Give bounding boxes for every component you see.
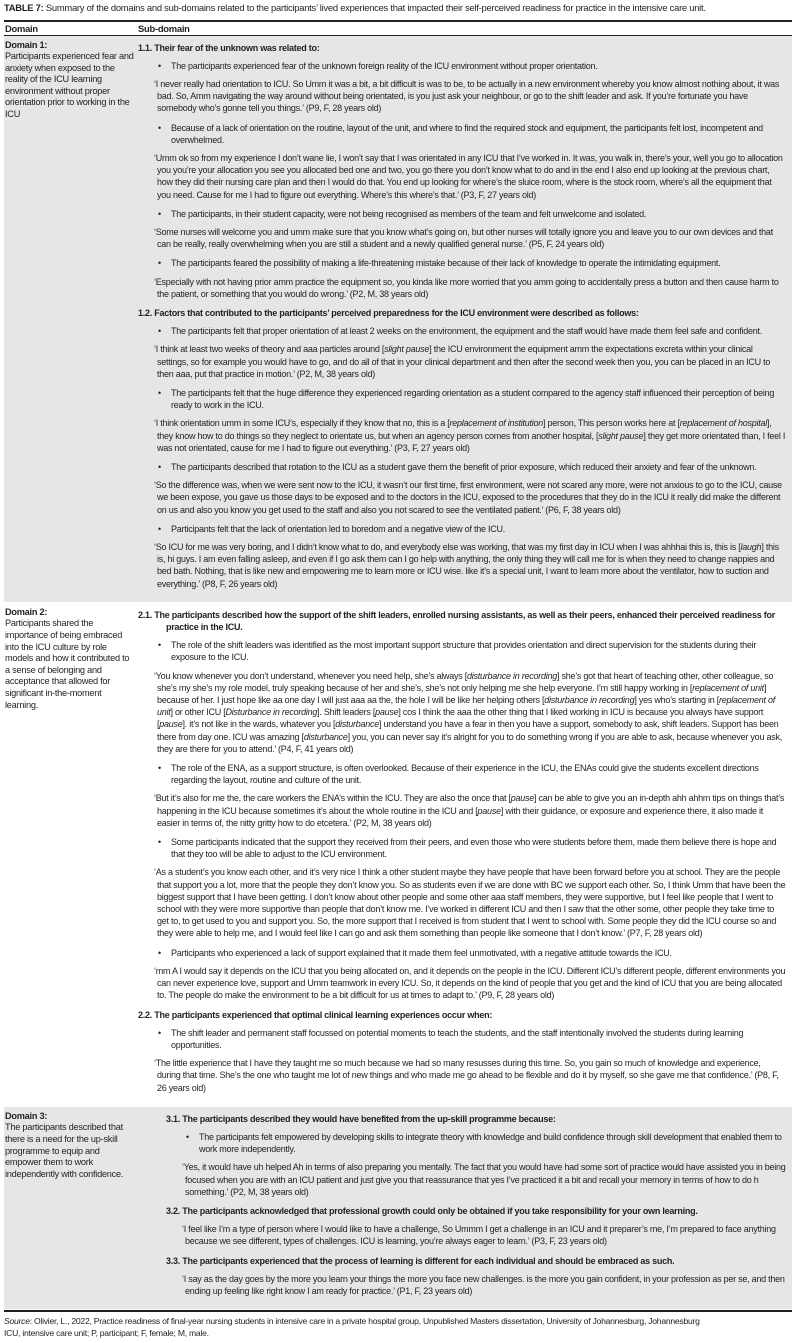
bullet-point — [138, 523, 786, 535]
bullet-text: The participants described that rotation to the ICU as a student gave them the benefit of prior exposure, which reduced their anxiety and fear of the unknown. — [171, 461, 757, 472]
bullet-point — [138, 325, 786, 337]
subdomain-heading: 1.2. Factors that contributed to the participants’ perceived preparedness for the ICU environment were described as follows: — [138, 307, 639, 318]
bullet-point — [138, 947, 786, 959]
quote-annotation: disturbance — [303, 731, 348, 742]
bullet-point — [138, 60, 786, 72]
participant-quote — [138, 78, 786, 115]
domain-row — [4, 1107, 792, 1310]
source-label: Source — [4, 1316, 30, 1327]
domain-title: Domain 3: — [5, 1110, 48, 1121]
participant-quote — [138, 965, 786, 1002]
bullet-point — [138, 208, 786, 220]
quote-annotation: disturbance in recording — [544, 695, 635, 706]
table-body — [4, 36, 792, 1311]
domain-cell — [4, 1107, 136, 1309]
participant-quote — [138, 343, 786, 380]
bullet-icon: • — [158, 837, 161, 848]
bullet-point — [138, 639, 786, 663]
participant-quote — [166, 1273, 786, 1297]
quote-text: ] you, you can never say it’s alright for you to do something wrong if you are able to ask, because whenever you ask, they are there for you to attend.’ (P4, F, 41 years old) — [157, 731, 782, 754]
table-source-note — [4, 1315, 792, 1339]
bullet-icon: • — [186, 1131, 189, 1142]
quote-text: ] yes who’s starting in [ — [634, 695, 719, 706]
subdomain-heading: 2.1. The participants described how the support of the shift leaders, enrolled nursing assistants, as well as their peers, enhanced their perceived readiness for practice in the ICU. — [138, 609, 775, 633]
quote-text: ‘mm A I would say it depends on the ICU that you being allocated on, and it depends on the people in the ICU. Different ICU’s different people, different environments you can never experience love, support and Umm teamwork in every ICU. So, it depends on the kind of people that you get and the kind of ICU that you are being allocated to. The people do make the environment to be a bit difficult for us at times to adapt to.’ (P9, F, 28 years old) — [154, 965, 786, 1001]
bullet-icon: • — [158, 763, 161, 774]
participant-quote — [138, 1057, 786, 1094]
participant-quote — [138, 479, 786, 516]
quote-annotation: replacement of hospital — [679, 418, 768, 429]
bullet-text: Participants who experienced a lack of support explained that it made them feel unmotivated, with a negative attitude towards the ICU. — [171, 947, 672, 958]
bullet-text: The participants experienced fear of the unknown foreign reality of the ICU environment without proper orientation. — [171, 60, 598, 71]
bullet-text: The shift leader and permanent staff focussed on potential moments to teach the students, and the staff intentionally involved the students during learning opportunities. — [171, 1027, 744, 1050]
bullet-point — [138, 461, 786, 473]
subdomain-cell — [136, 36, 792, 602]
domains-table — [4, 20, 792, 1313]
quote-text: ] with their guidance, or exposure and experience there, it also made it easier in terms of, the nitty gritty how to do etcetera.’ (P2, M, 38 years old) — [157, 805, 763, 828]
bullet-text: The participants feared the possibility of making a life-threatening mistake because of their lack of knowledge to operate the intimidating equipment. — [171, 258, 721, 269]
quote-text: ‘I feel like I’m a type of person where I would like to have a challenge, So Ummm I get a challenge in an ICU and it preparer’s me, I’m prepared to face anything because we see different, types of challenges. ICU is learning, you’re always eager to learn.’ (P3, F, 23 years old) — [182, 1224, 776, 1247]
participant-quote — [138, 792, 786, 829]
quote-text: ] because of her. I just hope like aa one day I will just aaa aa the, the hole I will be like her helping others [ — [157, 682, 767, 706]
bullet-icon: • — [158, 947, 161, 958]
quote-text: ‘Umm ok so from my experience I don’t wane lie, I won’t say that I was orientated in any ICU that I’ve worked in. It was, you walk in, there’s your, well you go to allocation you you’re your allocation you see you allocated bed one and two, you go there you don’t know what to do and in the end I also end up looking at the previous chart, how they did their nursing care plan and then I would do that. You end up looking for where’s the sluice room, where is the stock room, where’s all the equipment that you need. Cause for me I had to figure out everything. Where’s this where’s that.’ (P3, F, 27 years old) — [154, 152, 783, 200]
domain-row — [4, 36, 792, 603]
domain-description: Participants shared the importance of being embraced into the ICU culture by role models and how it contributed to a sense of belonging and acceptance that allowed for significant in-the-moment learning. — [5, 618, 130, 710]
bullet-text: The role of the ENA, as a support structure, is often overlooked. Because of their experience in the ICU, the ENAs could give the students excellent directions regarding the layout, routine and culture of the unit. — [171, 763, 759, 786]
participant-quote — [138, 417, 786, 454]
quote-text: ‘I say as the day goes by the more you learn your things the more you face new challenges. is the more you gain confident, in your profession as per se, and then ending up feeling like right know I am ready for practice.’ (P1, F, 23 years old) — [182, 1273, 785, 1296]
participant-quote — [166, 1161, 786, 1198]
domain-title: Domain 2: — [5, 606, 48, 617]
quote-text: ‘So ICU for me was very boring, and I didn’t know what to do, and everybody else was working, that was my first day in ICU when I was ahhhai this is, this is [ — [154, 542, 741, 552]
quote-text: ] this is, hi guys. I am even falling asleep, and even if I go ask them can I go help with anything, the only thing they will call me for is when they need to change nappies and bed bath. Nothing, that is like new and empowering me to learn more or ICU wise. like it’s a special unit, I want to learn more about the ventilator, how to suction and everything.’ (P8, F, 26 years old) — [157, 542, 779, 589]
quote-text: ‘So the difference was, when we were sent now to the ICU, it wasn’t our first time, first environment, were not scared any more, were not anxious to go to the ICU, cause we been expose, you gave us those days to be exposed and to the doctors in the ICU, exposed to the procedures that they do in the ICU it really did make the different on us and also you know you get used to the staff and also you not scared to see the ventilated patient.’ (P6, F, 38 years old) — [154, 480, 782, 515]
domain-description: Participants experienced fear and anxiety when exposed to the reality of the ICU learning environment without proper orientation prior to working in the ICU — [5, 51, 134, 120]
quote-annotation: Disturbance in recording — [225, 707, 318, 718]
bullet-icon: • — [158, 208, 161, 219]
subdomain-heading: 2.2. The participants experienced that optimal clinical learning experiences occur when: — [138, 1009, 493, 1020]
domain-title: Domain 1: — [5, 39, 48, 50]
quote-text: ] person, This person works here at [ — [543, 418, 680, 429]
table-bottom-rule — [4, 1310, 792, 1312]
bullet-text: The participants felt that the huge difference they experienced regarding orientation as a student compared to the agency staff influenced their perception of being ready to work in the ICU. — [171, 387, 775, 411]
quote-text: ‘But it’s also for me the, the care workers the ENA’s within the ICU. They are also the once that [ — [154, 793, 511, 804]
quote-annotation: replacement of unit — [692, 682, 764, 693]
quote-annotation: slight pause — [598, 430, 644, 441]
domain-description: The participants described that there is a need for the up-skill programme to equip and empower them to work independently with confidence. — [5, 1122, 124, 1179]
bullet-point — [138, 387, 786, 411]
table-label: TABLE 7: — [4, 2, 44, 13]
quote-text: ] the ICU environment the equipment amm the expectations excreta within your clinical settings, so for example you would have to go, and do all of that in your clinical department and then after the second week then you, you can be placed in an ICU to then aaa, put that practice in motion.’ (P2, M, 38 years old) — [157, 344, 771, 379]
bullet-point — [138, 257, 786, 269]
domain-row — [4, 603, 792, 1107]
table-header — [4, 22, 792, 36]
subdomain-heading: 3.2. The participants acknowledged that professional growth could only be obtained if you take responsibility for your own learning. — [166, 1205, 698, 1216]
quote-annotation: pause — [477, 805, 501, 816]
bullet-text: The participants felt empowered by developing skills to integrate theory with knowledge and build confidence through skill development that enabled them to work more independently. — [199, 1131, 782, 1155]
bullet-point — [138, 122, 786, 146]
table-caption — [4, 2, 790, 15]
participant-quote — [138, 152, 786, 201]
bullet-icon: • — [158, 122, 161, 133]
quote-text: ] understand you have a fear in then you have a support, somebody to ask, shift leaders. Support has been there from day one. ICU was amazing [ — [157, 719, 779, 742]
quote-annotation: laugh — [740, 542, 762, 552]
bullet-text: Participants felt that the lack of orientation led to boredom and a negative view of the ICU. — [171, 523, 505, 534]
quote-text: ‘I think at least two weeks of theory and aaa particles around [ — [154, 344, 385, 355]
domain-cell — [4, 603, 136, 1106]
subdomain-heading: 3.1. The participants described they would have benefited from the up-skill programme because: — [166, 1113, 556, 1124]
header-subdomain: Sub-domain — [138, 22, 190, 34]
participant-quote — [138, 670, 786, 755]
bullet-icon: • — [158, 326, 161, 337]
quote-text: ] can be able to give you an in-depth ahh ahhm tips on things that’s happening in the ICU because sometimes it’s about the whole routine in the ICU and [ — [157, 793, 785, 816]
quote-text: ‘Especially with not having prior amm practice the equipment so, you kinda like more worried that you amm going to accidentally press a button and then cause harm to the patient, or something that you would do wrong.’ (P2, M, 38 years old) — [154, 276, 779, 299]
bullet-icon: • — [158, 1027, 161, 1038]
quote-text: ] they get more orientated than, I feel I was not orientated, cause for me I had to figure out everything.’ (P3, F, 27 years old) — [157, 430, 786, 453]
participant-quote — [138, 866, 786, 939]
bullet-point — [138, 762, 786, 786]
bullet-point — [138, 1027, 786, 1051]
bullet-text: Some participants indicated that the support they received from their peers, and even those who were students before them, made them believe there is hope and that they too will be able to adjust to the ICU environment. — [171, 837, 777, 860]
bullet-icon: • — [158, 523, 161, 534]
subdomain-heading: 1.1. Their fear of the unknown was related to: — [138, 42, 320, 53]
quote-annotation: disturbance in recording — [466, 670, 558, 681]
subdomain-cell — [136, 1107, 792, 1309]
participant-quote — [138, 541, 786, 590]
quote-annotation: replacement of institution — [449, 418, 544, 429]
participant-quote — [166, 1223, 786, 1247]
participant-quote — [138, 276, 786, 300]
source-text: : Olivier, L., 2022, Practice readiness of final-year nursing students in intensive care in a private hospital group, Unpublished Masters dissertation, University of Johannesburg, Johannesburg — [29, 1316, 700, 1327]
quote-text: ‘Yes, it would have uh helped Ah in terms of also preparing you mentally. The fact that you would have had some sort of practice would have assisted you in being focused when you are with an ICU patient and just give you that reassurance that yes I’ve practiced it a bit and recall your memory in terms of how to do h something.’ (P2, M, 38 years old) — [182, 1162, 786, 1197]
subdomain-cell — [136, 603, 792, 1106]
bullet-point — [138, 836, 786, 860]
bullet-icon: • — [158, 258, 161, 269]
quote-text: ‘I think orientation umm in some ICU’s, especially if they know that no, this is a [ — [154, 418, 450, 429]
bullet-icon: • — [158, 387, 161, 398]
quote-text: ‘As a student’s you know each other, and it’s very nice I think a other student maybe they have people that have been forward before you at school. They are the people that support you a lot, more that the people they don’t know you. So as students even if we are done with BC we support each other. So, I think Umm that have been the biggest support that I have been getting. I don’t know about other people and some other aaa staff members, they were supportive, but I feel like people that I went to school with they were more supportive than people that don’t know me. I’ve worked in different ICU and then I saw that the other some, other people they take time to get to, to get used to you and support you. So, the more support that I received is from student that I went to school with. Some people they did the ICU course so and they were able to help me, and I would feel like I can go and ask them something than people like someone that I don’t know.’ (P7, F, 28 years old) — [154, 867, 786, 939]
domain-cell — [4, 36, 136, 602]
quote-text: ‘Some nurses will welcome you and umm make sure that you know what’s going on, but other nurses will totally ignore you and leave you to our own devices and that can be really, really overwhelming when you are still a student and a newly qualified general nurse.’ (P5, F, 24 years old) — [154, 226, 773, 250]
quote-annotation: pause — [375, 707, 399, 718]
quote-annotation: slight pause — [384, 344, 430, 355]
quote-text: ‘You know whenever you don’t understand, whenever you need help, she’s always [ — [154, 670, 467, 681]
bullet-text: The participants, in their student capacity, were not being recognised as members of the team and felt unwelcome and isolated. — [171, 208, 647, 219]
bullet-icon: • — [158, 640, 161, 651]
bullet-point — [166, 1131, 786, 1155]
quote-text: ]. Shift leaders [ — [317, 707, 376, 718]
abbreviations: ICU, intensive care unit; P, participant; F, female; M, male. — [4, 1328, 209, 1339]
quote-text: ] cos I think the aaa the other thing that I liked working in ICU is because you always have support [ — [157, 707, 764, 730]
participant-quote — [138, 226, 786, 250]
quote-annotation: replacement of unit — [157, 695, 775, 718]
quote-text: ]. it’s not like in the wards, whatever you [ — [182, 719, 336, 730]
quote-text: ] she’s got that heart of teaching other, other colleague, so she’s my she’s my role model, truly speaking because of her and she’s, she’s not only helping me she help everyone. I’m still happy working in [ — [157, 670, 774, 693]
quote-annotation: disturbance — [335, 719, 379, 730]
quote-text: ] or other ICU [ — [170, 707, 226, 718]
bullet-text: The participants felt that proper orientation of at least 2 weeks on the environment, the equipment and the staff would have made them feel safe and confident. — [171, 326, 762, 337]
quote-annotation: pause — [159, 719, 183, 730]
subdomain-heading: 3.3. The participants experienced that the process of learning is different for each individual and should be embraced as such. — [166, 1255, 675, 1266]
quote-annotation: pause — [510, 793, 535, 804]
bullet-icon: • — [158, 60, 161, 71]
bullet-text: The role of the shift leaders was identified as the most important support structure that provides orientation and direct supervision for the students during their exposure to the ICU. — [171, 640, 757, 663]
quote-text: ], they know how to do things so they neglect to orientate us, but when an agency person comes from another hospital, [ — [157, 418, 772, 441]
bullet-icon: • — [158, 461, 161, 472]
quote-text: ‘The little experience that I have they taught me so much because we had so many resusses during this time. So, you gain so much of knowledge and experience, during that time. She’s the one who taught me lot of new things and who made me go ahead to be flexible and do it by myself, so she gave me that confidence.’ (P8, F, 26 years old) — [154, 1058, 779, 1093]
quote-text: ‘I never really had orientation to ICU. So Umm it was a bit, a bit difficult is was to be, to be actually in a new environment whereby you know almost nothing about, it was bad. So, Amm navigating the way around without being orientated, is you just ask your neighbour, or go to the shift leader and ask. If you’re fortunate you have somebody who’s gonne tell you things.’ (P9, F, 28 years old) — [154, 78, 780, 114]
header-domain: Domain — [5, 22, 38, 34]
bullet-text: Because of a lack of orientation on the routine, layout of the unit, and where to find the required stock and equipment, the participants felt lost, incompetent and overwhelmed. — [171, 122, 763, 145]
table-caption-text: Summary of the domains and sub-domains related to the participants’ lived experiences that impacted their self-perceived readiness for practice in the intensive care unit. — [43, 2, 706, 13]
